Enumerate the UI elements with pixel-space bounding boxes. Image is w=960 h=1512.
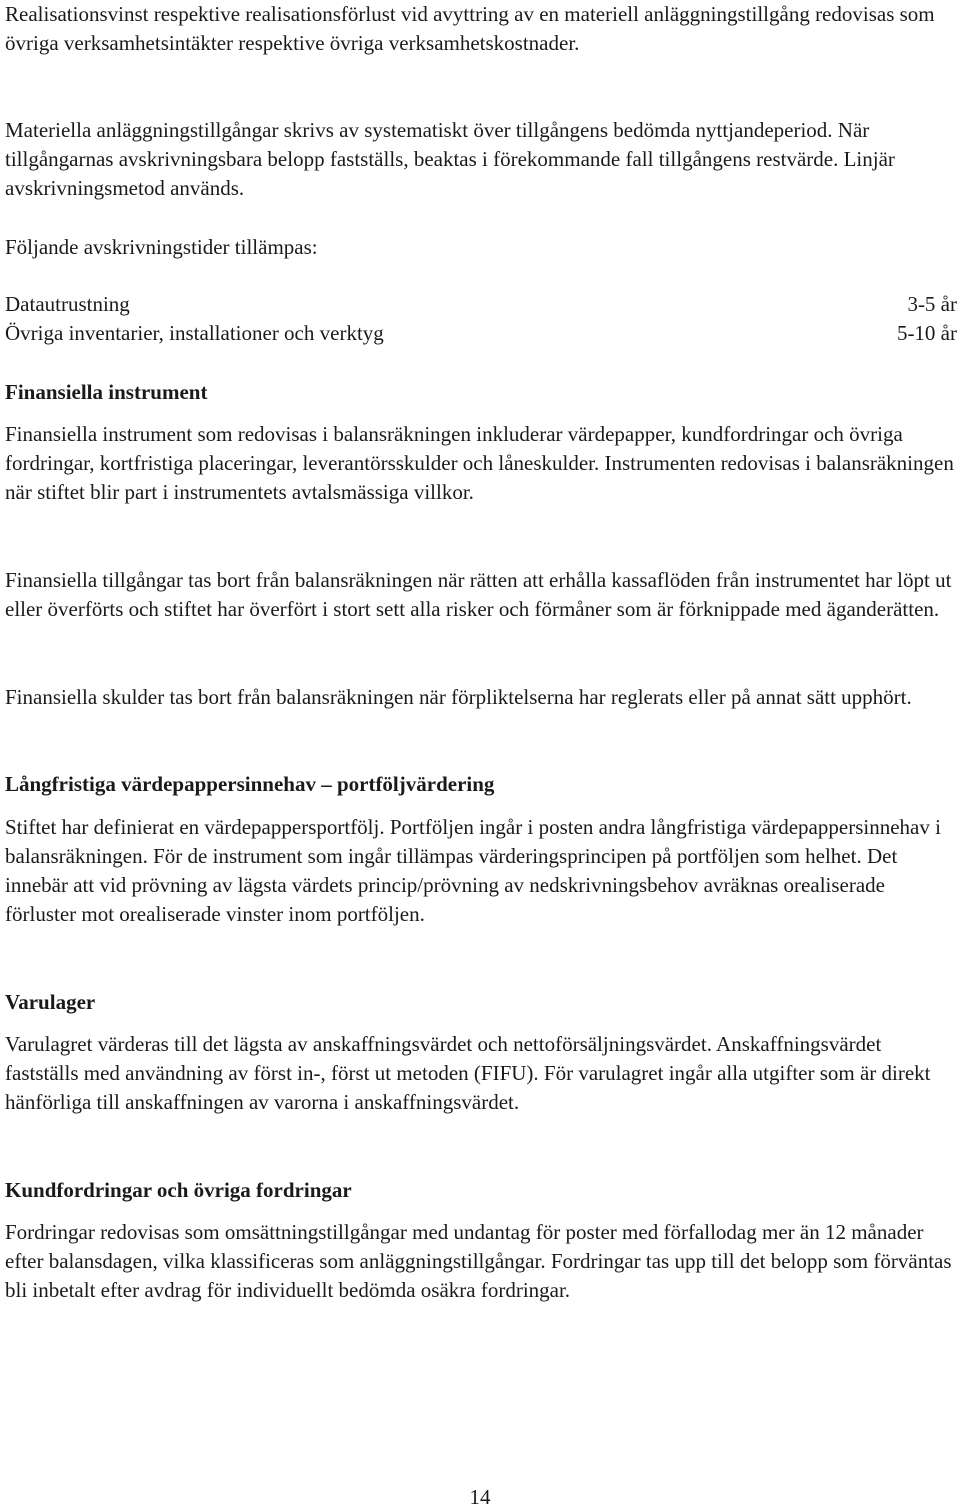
paragraph-finansiella-2: Finansiella tillgångar tas bort från balansräkningen när rätten att erhålla kassaflöden från instrumentet har löpt ut eller överförts och stiftet har överfört i stort sett alla risker och förmåner som är förknippade med äganderätten.	[5, 568, 952, 621]
depreciation-label: Datautrustning	[5, 292, 130, 316]
paragraph-avskrivningstider-intro: Följande avskrivningstider tillämpas:	[5, 235, 318, 259]
depreciation-label: Övriga inventarier, installationer och verktyg	[5, 321, 384, 345]
paragraph-varulager: Varulagret värderas till det lägsta av anskaffningsvärdet och nettoförsäljningsvärdet. Anskaffningsvärdet fastställs med användning av först in-, först ut metoden (FIFU). För varulagret ingår alla utgifter som är direkt hänförliga till anskaffningen av varorna i anskaffningsvärdet.	[5, 1032, 931, 1114]
paragraph-kundfordringar: Fordringar redovisas som omsättningstillgångar med undantag för poster med förfallodag mer än 12 månader efter balansdagen, vilka klassificeras som anläggningstillgångar. Fordringar tas upp till det belopp som förväntas bli inbetalt efter avdrag för individuellt bedömda osäkra fordringar.	[5, 1220, 952, 1302]
paragraph-finansiella-3: Finansiella skulder tas bort från balansräkningen när förpliktelserna har reglerats eller på annat sätt upphört.	[5, 685, 912, 709]
heading-finansiella-instrument: Finansiella instrument	[5, 380, 208, 404]
depreciation-row	[5, 319, 957, 348]
heading-langfristiga: Långfristiga värdepappersinnehav – portföljvärdering	[5, 772, 495, 796]
heading-kundfordringar: Kundfordringar och övriga fordringar	[5, 1178, 352, 1202]
paragraph-finansiella-1: Finansiella instrument som redovisas i balansräkningen inkluderar värdepapper, kundfordringar och övriga fordringar, kortfristiga placeringar, leverantörsskulder och låneskulder. Instrumenten redovisas i balansräkningen när stiftet blir part i instrumentets avtalsmässiga villkor.	[5, 422, 954, 504]
paragraph-avskrivning: Materiella anläggningstillgångar skrivs av systematiskt över tillgångens bedömda nyttjandeperiod. När tillgångarnas avskrivningsbara belopp fastställs, beaktas i förekommande fall tillgångens restvärde. Linjär avskrivningsmetod används.	[5, 118, 895, 200]
paragraph-langfristiga: Stiftet har definierat en värdepappersportfölj. Portföljen ingår i posten andra långfristiga värdepappersinnehav i balansräkningen. För de instrument som ingår tillämpas värderingsprincipen på portföljen som helhet. Det innebär att vid prövning av lägsta värdets princip/prövning av nedskrivningsbehov avräknas orealiserade förluster mot orealiserade vinster inom portföljen.	[5, 815, 941, 926]
depreciation-table	[5, 290, 957, 348]
heading-varulager: Varulager	[5, 990, 96, 1014]
depreciation-value: 5-10 år	[896, 321, 957, 345]
depreciation-value: 3-5 år	[907, 292, 957, 316]
page-number: 14	[469, 1485, 491, 1509]
depreciation-row	[5, 290, 957, 319]
paragraph-realisationsvinst: Realisationsvinst respektive realisationsförlust vid avyttring av en materiell anläggningstillgång redovisas som övriga verksamhetsintäkter respektive övriga verksamhetskostnader.	[5, 2, 935, 55]
